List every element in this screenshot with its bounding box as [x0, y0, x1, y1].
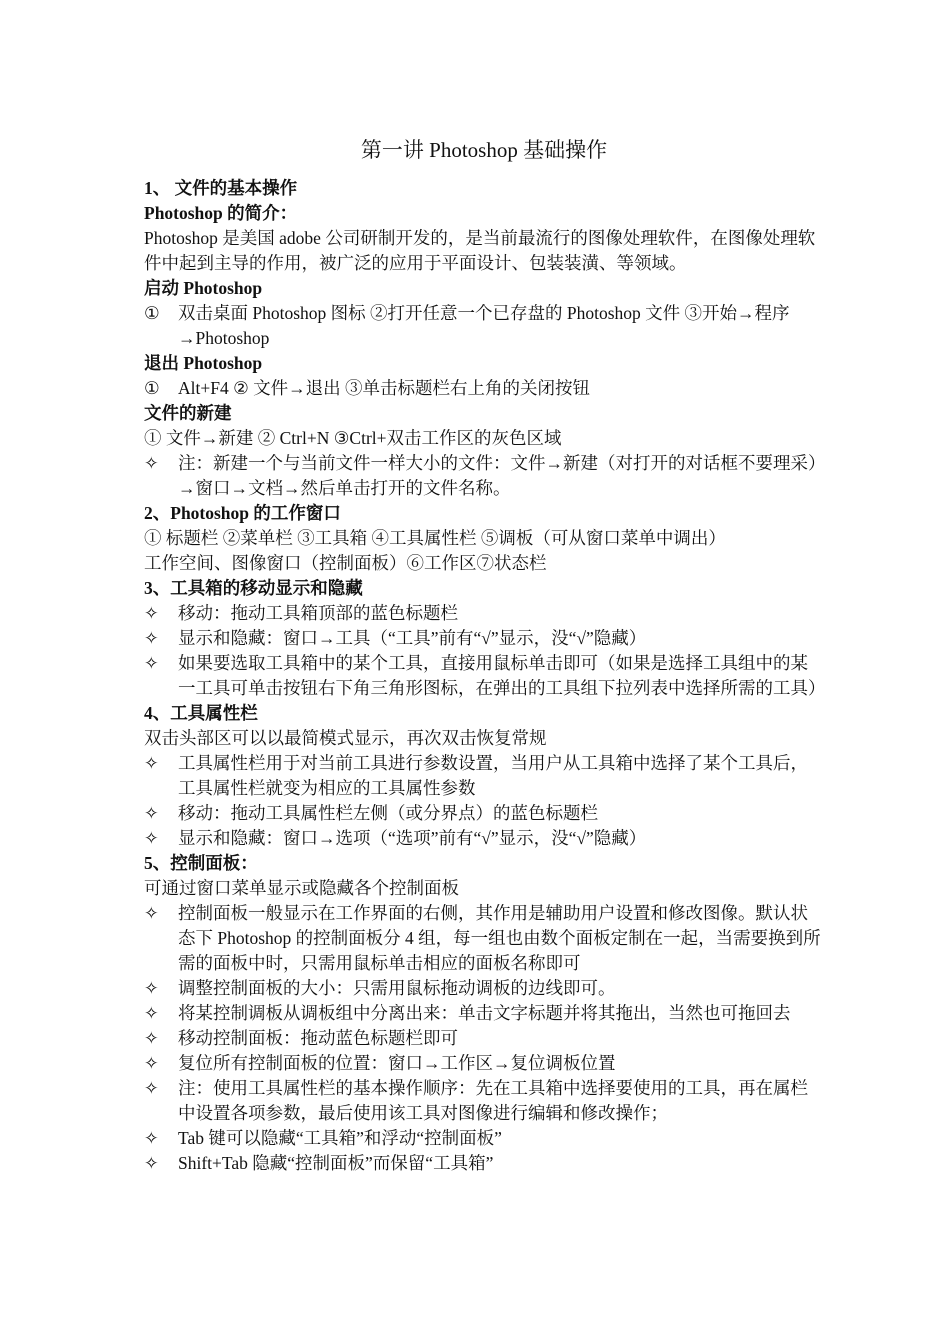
list-item — [144, 451, 824, 501]
list-item-text: 如果要选取工具箱中的某个工具，直接用鼠标单击即可（如果是选择工具组中的某一工具可单击按钮右下角三角形图标，在弹出的工具组下拉列表中选择所需的工具） — [178, 653, 826, 698]
list-item — [144, 1051, 824, 1076]
section-heading-3: 3、工具箱的移动显示和隐藏 — [144, 578, 363, 598]
diamond-bullet-icon: ✧ — [144, 803, 159, 823]
diamond-bullet-icon: ✧ — [144, 903, 159, 923]
list-item-text: 显示和隐藏：窗口→选项（“选项”前有“√”显示，没“√”隐藏） — [178, 828, 647, 848]
new-file-methods: ① 文件→新建 ② Ctrl+N ③Ctrl+双击工作区的灰色区域 — [144, 428, 562, 448]
list-item-text: 显示和隐藏：窗口→工具（“工具”前有“√”显示，没“√”隐藏） — [178, 628, 647, 648]
list-item — [144, 376, 824, 401]
list-item-text: Tab 键可以隐藏“工具箱”和浮动“控制面板” — [178, 1128, 502, 1148]
diamond-bullet-icon: ✧ — [144, 1053, 159, 1073]
list-item-text: 移动控制面板：拖动蓝色标题栏即可 — [178, 1028, 458, 1048]
diamond-bullet-icon: ✧ — [144, 828, 159, 848]
list-item-text: 移动：拖动工具箱顶部的蓝色标题栏 — [178, 603, 458, 623]
list-item-text: 双击桌面 Photoshop 图标 ②打开任意一个已存盘的 Photoshop 文件 ③开始→程序→Photoshop — [178, 303, 790, 348]
subheading-new: 文件的新建 — [144, 403, 232, 423]
list-marker: ① — [144, 303, 160, 323]
list-item-text: 调整控制面板的大小：只需用鼠标拖动调板的边线即可。 — [178, 978, 616, 998]
list-item — [144, 301, 824, 351]
list-item — [144, 1076, 824, 1126]
list-item-text: 控制面板一般显示在工作界面的右侧，其作用是辅助用户设置和修改图像。默认状态下 Photoshop 的控制面板分 4 组，每一组也由数个面板定制在一起，当需要换到所需的面板中时，只需用鼠标单击相应的面板名称即可 — [178, 903, 821, 973]
list-marker: ① — [144, 378, 160, 398]
list-item — [144, 901, 824, 976]
window-parts-line-1: ① 标题栏 ②菜单栏 ③工具箱 ④工具属性栏 ⑤调板（可从窗口菜单中调出） — [144, 528, 726, 548]
diamond-bullet-icon: ✧ — [144, 753, 159, 773]
list-item-text: Shift+Tab 隐藏“控制面板”而保留“工具箱” — [178, 1153, 494, 1173]
list-item — [144, 801, 824, 826]
list-item — [144, 1026, 824, 1051]
diamond-bullet-icon: ✧ — [144, 1128, 159, 1148]
list-item — [144, 1001, 824, 1026]
section-heading-1: 1、 文件的基本操作 — [144, 178, 298, 198]
page-title: 第一讲 Photoshop 基础操作 — [360, 138, 608, 162]
list-item-text: 移动：拖动工具属性栏左侧（或分界点）的蓝色标题栏 — [178, 803, 598, 823]
list-item-text: 工具属性栏用于对当前工具进行参数设置，当用户从工具箱中选择了某个工具后，工具属性栏就变为相应的工具属性参数 — [178, 753, 808, 798]
diamond-bullet-icon: ✧ — [144, 628, 159, 648]
list-item — [144, 1151, 824, 1176]
window-parts-line-2: 工作空间、图像窗口（控制面板）⑥工作区⑦状态栏 — [144, 553, 547, 573]
diamond-bullet-icon: ✧ — [144, 1028, 159, 1048]
document-page — [144, 134, 824, 1176]
diamond-bullet-icon: ✧ — [144, 1003, 159, 1023]
list-item-text: 复位所有控制面板的位置：窗口→工作区→复位调板位置 — [178, 1053, 616, 1073]
diamond-bullet-icon: ✧ — [144, 653, 159, 673]
subheading-exit: 退出 Photoshop — [144, 353, 263, 373]
section-heading-2: 2、Photoshop 的工作窗口 — [144, 503, 341, 523]
list-item-text: 注：新建一个与当前文件一样大小的文件：文件→新建（对打开的对话框不要理采）→窗口→文档→然后单击打开的文件名称。 — [178, 453, 817, 498]
list-item — [144, 751, 824, 801]
subheading-start: 启动 Photoshop — [144, 278, 263, 298]
diamond-bullet-icon: ✧ — [144, 1078, 159, 1098]
list-item — [144, 601, 824, 626]
list-item-text: 将某控制调板从调板组中分离出来：单击文字标题并将其拖出，当然也可拖回去 — [178, 1003, 791, 1023]
section-heading-4: 4、工具属性栏 — [144, 703, 258, 723]
diamond-bullet-icon: ✧ — [144, 603, 159, 623]
list-item-text: Alt+F4 ② 文件→退出 ③单击标题栏右上角的关闭按钮 — [178, 378, 591, 398]
list-item — [144, 651, 824, 701]
subheading-intro: Photoshop 的简介： — [144, 203, 298, 223]
list-item — [144, 626, 824, 651]
diamond-bullet-icon: ✧ — [144, 453, 159, 473]
list-item — [144, 826, 824, 851]
list-item — [144, 1126, 824, 1151]
section-heading-5: 5、控制面板： — [144, 853, 258, 873]
list-item-text: 注：使用工具属性栏的基本操作顺序：先在工具箱中选择要使用的工具，再在属栏中设置各项参数，最后使用该工具对图像进行编辑和修改操作； — [178, 1078, 808, 1123]
section-5-text: 可通过窗口菜单显示或隐藏各个控制面板 — [144, 878, 459, 898]
diamond-bullet-icon: ✧ — [144, 978, 159, 998]
list-item — [144, 976, 824, 1001]
diamond-bullet-icon: ✧ — [144, 1153, 159, 1173]
intro-paragraph: Photoshop 是美国 adobe 公司研制开发的，是当前最流行的图像处理软件，在图像处理软件中起到主导的作用，被广泛的应用于平面设计、包装装潢、等领域。 — [144, 228, 816, 273]
section-4-text: 双击头部区可以以最简模式显示，再次双击恢复常规 — [144, 728, 547, 748]
